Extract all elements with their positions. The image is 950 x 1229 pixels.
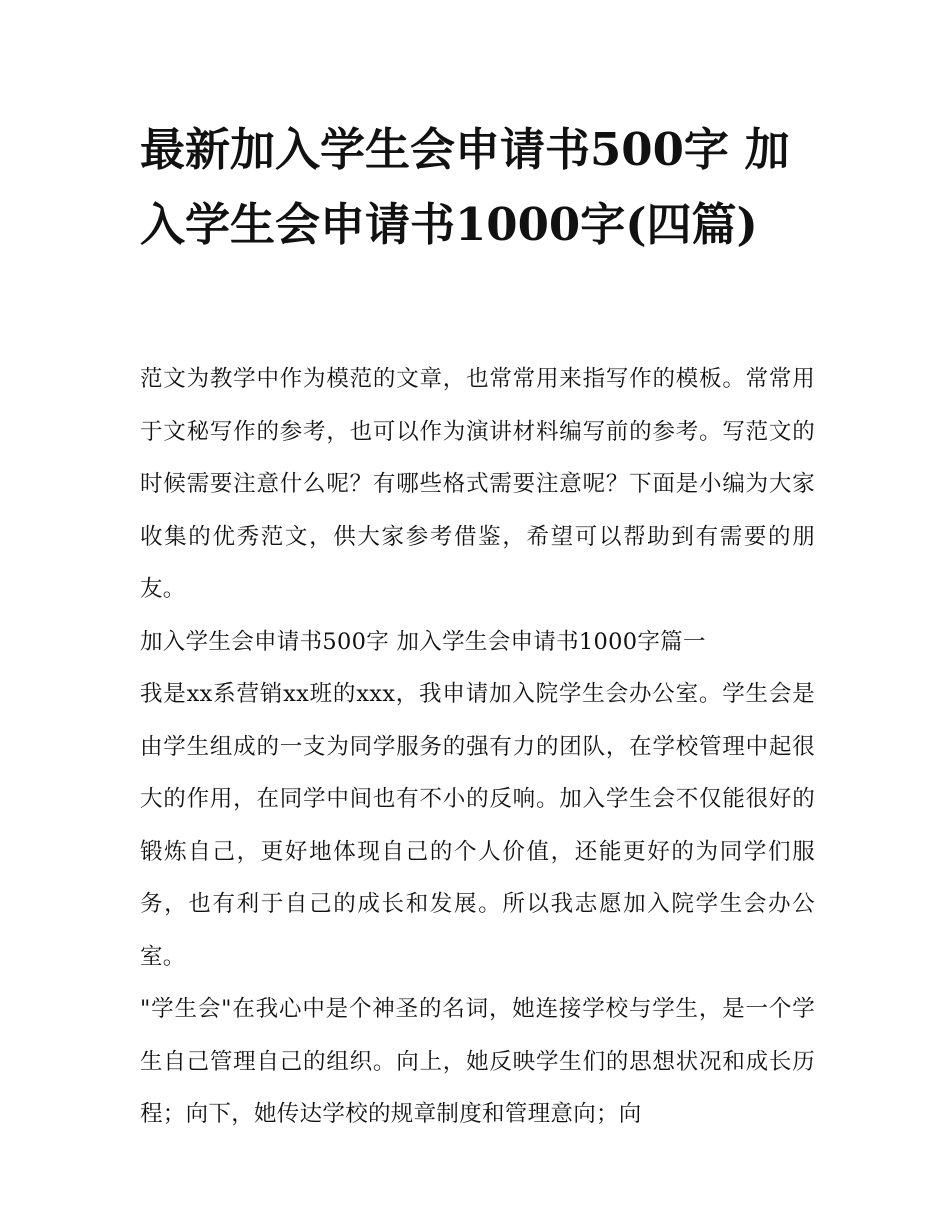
intro-paragraph: 范文为教学中作为模范的文章，也常常用来指写作的模板。常常用于文秘写作的参考，也可以作为演讲材料编写前的参考。写范文的时候需要注意什么呢？有哪些格式需要注意呢？下面是小编为大家收集的优秀范文，供大家参考借鉴，希望可以帮助到有需要的朋友。 (140, 366, 815, 602)
body-paragraph: 我是xx系营销xx班的xxx，我申请加入院学生会办公室。学生会是由学生组成的一支为同学服务的强有力的团队，在学校管理中起很大的作用，在同学中间也有不小的反响。加入学生会不仅能很好的锻炼自己，更好地体现自己的个人价值，还能更好的为同学们服务，也有利于自己的成长和发展。所以我志愿加入院学生会办公室。 (140, 681, 815, 970)
section-heading: 加入学生会申请书500字 加入学生会申请书1000字篇一 (140, 628, 706, 655)
document-title: 最新加入学生会申请书500字 加入学生会申请书1000字(四篇) (140, 123, 790, 251)
document-body (140, 353, 815, 1141)
body-paragraph: "学生会"在我心中是个神圣的名词，她连接学校与学生，是一个学生自己管理自己的组织。向上，她反映学生们的思想状况和成长历程；向下，她传达学校的规章制度和管理意向；向 (140, 996, 815, 1127)
